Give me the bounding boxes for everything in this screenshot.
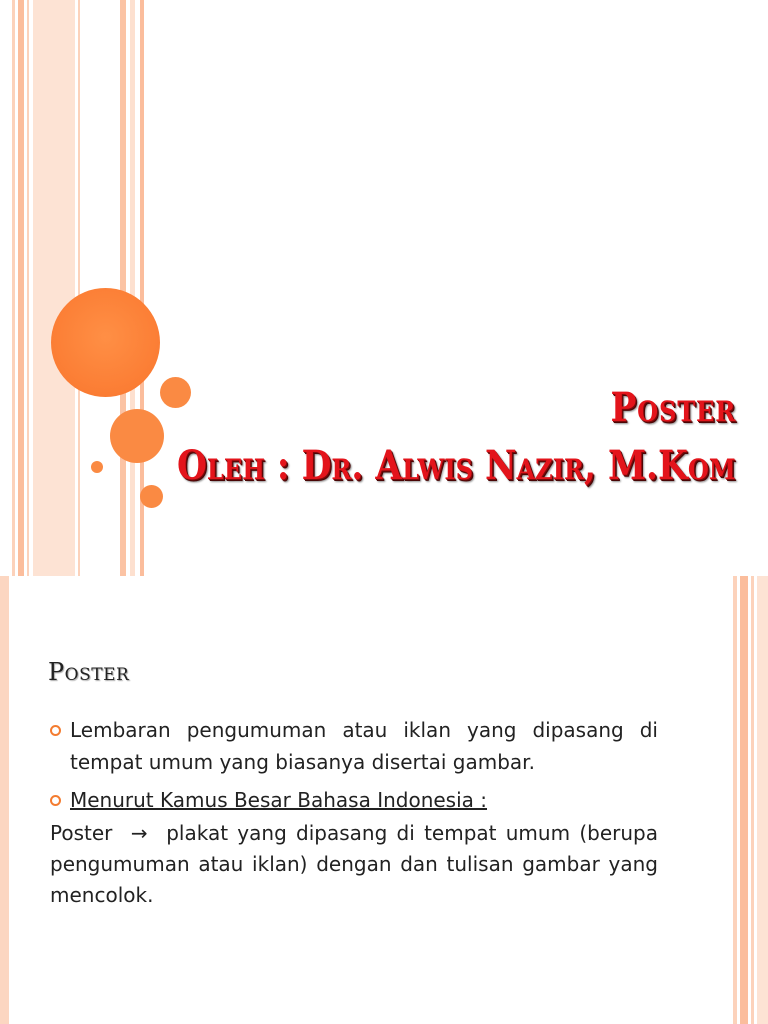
decorative-stripe [78,0,80,576]
list-item-text: Menurut Kamus Besar Bahasa Indonesia : [70,788,488,812]
section-heading: Poster [48,658,130,686]
medium-orange-circle [110,409,164,463]
list-item-text: Lembaran pengumuman atau iklan yang dipasang di tempat umum yang biasanya disertai gambar. [70,718,658,774]
slide-subtitle-author: Oleh : Dr. Alwis Nazir, M.Kom [177,442,736,489]
large-orange-circle [51,288,160,397]
definition-paragraph [50,818,658,911]
decorative-stripe [18,0,24,576]
decorative-stripe [27,0,29,576]
small-orange-circle [160,377,191,408]
arrow-right-icon: → [130,821,148,845]
decorative-stripe [740,576,748,1024]
slide-title: Poster [610,384,736,431]
list-item [50,714,658,778]
definition-term: Poster [50,821,113,845]
decorative-stripe [757,576,768,1024]
decorative-stripe [0,576,9,1024]
tiny-orange-circle [91,461,103,473]
bullet-circle-icon [50,725,61,736]
small-orange-circle [140,485,163,508]
bullet-circle-icon [50,795,61,806]
list-item [50,784,658,816]
decorative-stripe [33,0,75,576]
decorative-stripe [120,0,126,576]
decorative-stripe [130,0,135,576]
decorative-stripe [733,576,737,1024]
decorative-stripe [751,576,754,1024]
definition-text: plakat yang dipasang di tempat umum (berupa pengumuman atau iklan) dengan dan tulisan gambar yang mencolok. [50,821,658,907]
decorative-stripe [12,0,15,576]
